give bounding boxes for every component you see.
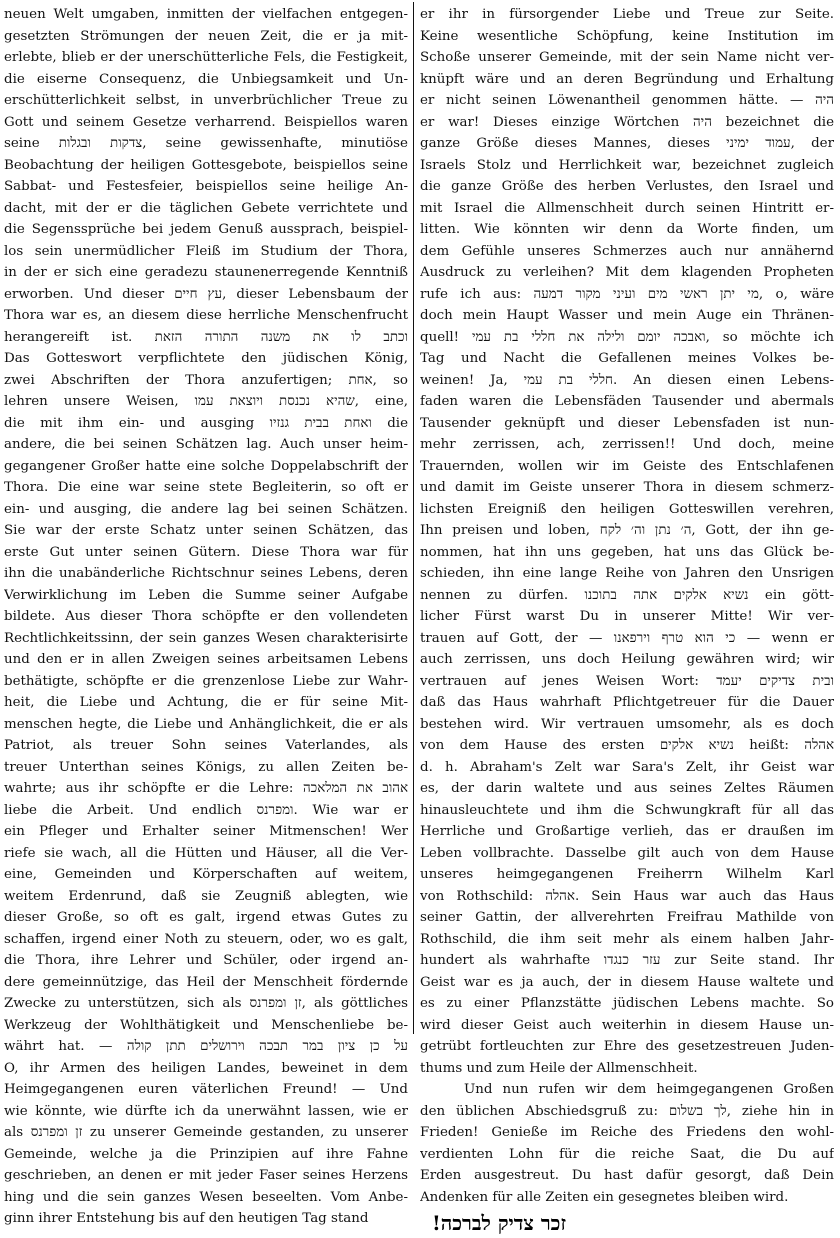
text-line: schaffen, irgend einer Noth zu steuern, oder, wo es galt, [4,931,408,947]
text-line: Beobachtung der heiligen Gottesgebote, beispiellos seine [4,157,408,173]
text-line: Rechtlichkeitssinn, der sein ganzes Wesen charakterisirte [4,630,408,646]
text-line: Heimgegangenen euren väterlichen Freund! — Und [4,1082,408,1097]
text-line: erschütterlichkeit selbst, in unverbrüchlicher Treue zu [4,93,408,108]
text-line: er ihr in fürsorgender Liebe und Treue zur Seite. [420,7,834,22]
text-line: knüpft wäre und an deren Begründung und Erhaltung [420,71,834,87]
text-line: Gemeinde, welche ja die Prinzipien auf ihre Fahne [4,1146,408,1162]
text-line: doch mein Haupt Wasser und mein Auge ein Thränen- [420,308,834,323]
text-line: bildete. Aus dieser Thora schöpfte er den vollendeten [4,609,408,624]
text-line: dacht, mit der er die täglichen Gebete verrichtete und [4,200,408,216]
text-line: er war! Dieses einzige Wörtchen היה bezeichnet die [420,114,834,130]
text-line: liebe die Arbeit. Und endlich ומפרנס. Wie war er [4,802,408,818]
text-line: getrübt fortleuchten zur Ehre des gesetzestreuen Juden- [420,1039,834,1054]
text-line: faden waren die Lebensfäden Tausender und abermals [420,394,834,409]
text-line: er nicht seinen Löwenantheil genommen hätte. — היה [420,93,834,108]
text-line: O, ihr Armen des heiligen Landes, beweinet in dem [4,1060,408,1076]
text-line: schieden, ihn eine lange Reihe von Jahren den Unsrigen [420,566,834,581]
text-line: ihn die unabänderliche Richtschnur seines Lebens, deren [4,566,408,581]
text-line: gesetzten Strömungen der neuen Zeit, die er ja mit- [4,28,408,44]
text-line: wie könnte, wie dürfte ich da unerwähnt lassen, wie er [4,1103,408,1119]
text-line: Tag und Nacht die Gefallenen meines Volkes be- [420,351,834,366]
text-line: nommen, hat ihn uns gegeben, hat uns das Glück be- [420,544,834,560]
text-line: von dem Hause des ersten נשיא אלקים heißt: אהלה [420,738,834,753]
text-line: die Segenssprüche bei jedem Genuß aussprach, beispiel- [4,222,408,237]
text-line: ganze Größe dieses Mannes, dieses עמוד ימיני, der [420,136,834,151]
text-line: hinausleuchtete und ihm die Schwungkraft für all das [420,802,834,818]
text-line: den üblichen Abschiedsgruß zu: לך בשלום, ziehe hin in [420,1103,834,1119]
text-line: herangereift ist. וכתב לו את משנה התורה הזאת [4,329,408,345]
text-line: erworben. Und dieser עץ חיים, dieser Lebensbaum der [4,286,408,302]
text-line: Ausdruck zu verleihen? Mit dem klagenden Propheten [420,265,834,280]
text-line: auch zerrissen, uns doch Heilung gewähren wird; wir [420,652,834,667]
text-line: ein Pfleger und Erhalter seiner Mitmenschen! Wer [4,824,408,839]
text-line: ein- und ausging, die andere lag bei seinen Schätzen. [4,501,408,517]
text-line: weitem Erdenrund, daß sie Zeugniß ablegten, wie [4,888,408,904]
text-line: Leben vollbrachte. Dasselbe gilt auch von dem Hause [420,845,834,861]
text-line: als זן ומפרנס zu unserer Gemeinde gestanden, zu unserer [4,1125,408,1140]
text-line: nennen zu dürfen. נשיא אלקים אתה בתוכנו ein gött- [420,587,834,603]
text-line: bethätigte, schöpfte er die grenzenlose Liebe zur Wahr- [4,673,408,689]
text-line: hundert als wahrhafte עזר כנגדו zur Seite stand. Ihr [420,953,834,968]
text-line: weinen! Ja, חללי בת עמי. An diesen einen Lebens- [420,372,834,388]
text-line: litten. Wie könnten wir denn da Worte finden, um [420,222,834,237]
text-line: riefe sie wach, all die Hütten und Häuser, all die Ver- [4,845,408,861]
text-line: Trauernden, wollen wir im Geiste des Entschlafenen [420,458,834,474]
text-line: dieser Große, so oft es galt, irgend etwas Gutes zu [4,910,408,925]
left-column [4,4,408,1230]
text-line: neuen Welt umgaben, inmitten der vielfachen entgegen- [4,7,408,22]
text-line: es zu einer Pflanzstätte jüdischen Lebens machte. So [420,996,834,1011]
text-line: vertrauen auf jenes Weisen Wort: ובית צדיקים יעמד [420,673,834,689]
text-line: Und nun rufen wir dem heimgegangenen Großen [464,1082,834,1097]
text-line: eine, Gemeinden und Körperschaften auf weitem, [4,867,408,882]
text-line: Schoße unserer Gemeinde, mit der sein Name nicht ver- [420,50,834,65]
text-line: d. h. Abraham's Zelt war Sara's Zelt, ihr Geist war [420,759,834,775]
text-line: rufe ich aus: מי יתן ראשי מים ועיני מקור דמעה, o, wäre [420,286,834,302]
text-line: menschen hegte, die Liebe und Anhänglichkeit, die er als [4,716,408,732]
text-line: treuer Unterthan seines Königs, zu allen Zeiten be- [4,759,408,775]
text-line: wird dieser Geist auch weiterhin in diesem Hause un- [420,1017,834,1033]
text-line: die Thora, ihre Lehrer und Schüler, oder irgend an- [4,953,408,968]
text-line: daß das Haus wahrhaft Pflichtgetreuer für die Dauer [420,695,834,710]
text-line: seiner Gattin, der allverehrten Freifrau Mathilde von [420,910,834,925]
text-line: Verwirklichung im Leben die Summe seiner Aufgabe [4,587,408,603]
closing-blessing: זכר צדיק לברכה! [432,1211,567,1235]
text-line: Thora. Die eine war seine stete Begleiterin, so oft er [4,480,408,495]
text-line: Sie war der erste Schatz unter seinen Schätzen, das [4,523,408,538]
text-line: Ihn preisen und loben, ה׳ נתן וה׳ לקח, Gott, der ihn ge- [420,523,834,538]
text-line: gegangener Großer hatte eine solche Doppelabschrift der [4,458,408,474]
text-line: dem Gefühle unseres Schmerzes auch nur annähernd [420,243,834,259]
text-line: bestehen wird. Wir vertrauen umsomehr, als es doch [420,716,834,732]
text-line: Werkzeug der Wohlthätigkeit und Menschenliebe be- [4,1017,408,1033]
text-line: Geist war es ja auch, der in diesem Hause waltete und [420,974,834,990]
text-line: Thora war es, an diesem diese herrliche Menschenfrucht [4,308,408,323]
text-line: und den er in allen Zweigen seines arbeitsamen Lebens [4,652,408,667]
text-line: hing und die sein ganzes Wesen beseelten. Vom Anbe- [4,1189,408,1205]
text-line: Zwecke zu unterstützen, sich als זן ומפרנס, als göttliches [4,996,408,1011]
text-line: und damit im Geiste unserer Thora in diesem schmerz- [420,480,834,495]
text-line: Herrliche und Großartige verlieh, das er draußen im [420,824,834,839]
text-line: Tausender geknüpft und dieser Lebensfaden ist nun- [420,415,834,431]
text-line: dere gemeinnützige, das Heil der Menschheit fördernde [4,974,408,990]
text-line: Patriot, als treuer Sohn seines Vaterlandes, als [4,738,408,753]
text-line: trauen auf Gott, der — כי הוא טרף וירפאנו — wenn er [420,630,834,646]
text-line: die eiserne Consequenz, die Unbiegsamkeit und Un- [4,71,408,87]
text-line: Erden ausgestreut. Du hast dafür gesorgt, daß Dein [420,1168,834,1183]
text-line: es, der darin waltete und aus seines Zeltes Räumen [420,781,834,796]
text-line: quell! ואבכה יומם ולילה את חללי בת עמי, so möchte ich [420,329,834,345]
text-line: währt hat. — על כן ציון במר תבכה וירושלים תתן קולה [4,1039,408,1054]
text-line: los sein unermüdlicher Fleiß im Studium der Thora, [4,243,408,259]
text-line: lichsten Ereigniß den heiligen Gotteswillen verehren, [420,501,834,517]
text-line: Das Gotteswort verpflichtete den jüdischen König, [4,351,408,366]
text-line: ginn ihrer Entstehung bis auf den heutigen Tag stand [4,1211,369,1226]
text-line: erste Gut unter seinen Gütern. Diese Thora war für [4,544,408,560]
text-line: verdienten Lohn für die reiche Saat, die Du auf [420,1146,834,1162]
text-line: mit Israel die Allmenschheit durch seinen Hintritt er- [420,200,834,216]
text-line: licher Fürst warst Du in unserer Mitte! Wir ver- [420,609,834,624]
text-line: Israels Stolz und Herrlichkeit war, bezeichnet zugleich [420,157,834,173]
text-line: heit, die Liebe und Achtung, die er für seine Mit- [4,695,408,710]
text-line: Keine wesentliche Schöpfung, keine Institution im [420,28,834,44]
text-line: Sabbat- und Festesfeier, beispiellos seine heilige An- [4,179,408,194]
text-line: Gott und seinem Gesetze verharrend. Beispiellos waren [4,114,408,130]
text-line: zwei Abschriften der Thora anzufertigen; אחת, so [4,372,408,388]
text-line: die ganze Größe des herben Verlustes, den Israel und [420,179,834,194]
text-line: thums und zum Heile der Allmenschheit. [420,1060,698,1076]
text-line: die mit ihm ein- und ausging ואחת בבית גנזיו die [4,415,408,431]
text-line: von Rothschild: אהלה. Sein Haus war auch das Haus [420,888,834,904]
text-line: in der er sich eine geradezu staunenerregende Kenntniß [4,265,408,280]
right-column [420,4,834,1238]
text-line: mehr zerrissen, ach, zerrissen!! Und doch, meine [420,437,834,452]
column-divider [413,2,414,1034]
text-line: seine צדקות ובגלות, seine gewissenhafte, minutiöse [4,136,408,151]
text-line: unseres heimgegangenen Freiherrn Wilhelm Karl [420,867,834,882]
text-line: Rothschild, die ihm seit mehr als einem halben Jahr- [420,931,834,947]
text-line: lehren unsere Weisen, שהיא נכנסת ויוצאת עמו, eine, [4,394,408,409]
text-line: Frieden! Genieße im Reiche des Friedens den wohl- [420,1125,834,1140]
text-line: Andenken für alle Zeiten ein gesegnetes bleiben wird. [420,1189,789,1205]
text-line: wahrte; aus ihr schöpfte er die Lehre: אהוב את המלאכה [4,781,408,796]
text-line: geschrieben, an denen er mit jeder Faser seines Herzens [4,1168,408,1183]
text-line: erlebte, blieb er der unerschütterliche Fels, die Festigkeit, [4,50,408,65]
text-line: andere, die bei seinen Schätzen lag. Auch unser heim- [4,437,408,452]
